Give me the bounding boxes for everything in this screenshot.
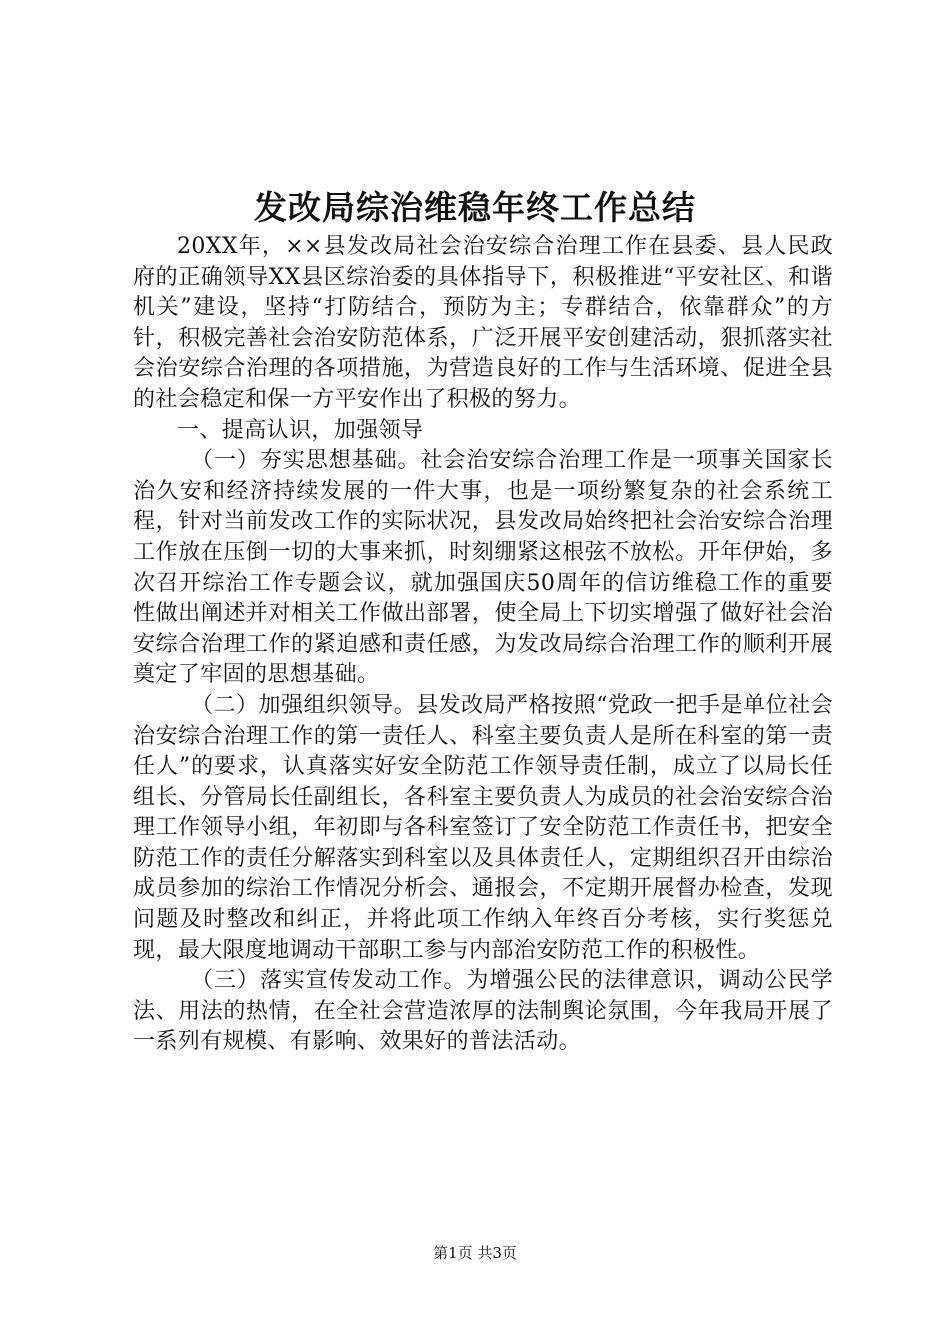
document-title: 发改局综治维稳年终工作总结	[254, 188, 696, 227]
paragraph-intro: 20XX年，××县发改局社会治安综合治理工作在县委、县人民政府的正确领导XX县区综治委的具体指导下，积极推进“平安社区、和谐机关”建设，坚持“打防结合，预防为主；专群结合，依靠群众”的方针，积极完善社会治安防范体系，广泛开展平安创建活动，狠抓落实社会治安综合治理的各项措施，为营造良好的工作与生活环境、促进全县的社会稳定和保一方平安作出了积极的努力。	[133, 234, 833, 412]
paragraph-item-3: （三）落实宣传发动工作。为增强公民的法律意识，调动公民学法、用法的热情，在全社会营造浓厚的法制舆论氛围，今年我局开展了一系列有规模、有影响、效果好的普法活动。	[133, 968, 833, 1055]
document-body	[133, 232, 833, 1058]
page-footer: 第1页 共3页	[433, 1244, 517, 1262]
section-heading: 一、提高认识，加强领导	[177, 417, 424, 443]
paragraph-item-2: （二）加强组织领导。县发改局严格按照“党政一把手是单位社会治安综合治理工作的第一责任人、科室主要负责人是所在科室的第一责任人”的要求，认真落实好安全防范工作领导责任制，成立了以局长任组长、分管局长任副组长，各科室主要负责人为成员的社会治安综合治理工作领导小组，年初即与各科室签订了安全防范工作责任书，把安全防范工作的责任分解落实到科室以及具体责任人，定期组织召开由综治成员参加的综治工作情况分析会、通报会，不定期开展督办检查，发现问题及时整改和纠正，并将此项工作纳入年终百分考核，实行奖惩兑现，最大限度地调动干部职工参与内部治安防范工作的积极性。	[133, 692, 833, 963]
paragraph-item-1: （一）夯实思想基础。社会治安综合治理工作是一项事关国家长治久安和经济持续发展的一件大事，也是一项纷繁复杂的社会系统工程，针对当前发改工作的实际状况，县发改局始终把社会治安综合治理工作放在压倒一切的大事来抓，时刻绷紧这根弦不放松。开年伊始，多次召开综治工作专题会议，就加强国庆50周年的信访维稳工作的重要性做出阐述并对相关工作做出部署，使全局上下切实增强了做好社会治安综合治理工作的紧迫感和责任感，为发改局综合治理工作的顺利开展奠定了牢固的思想基础。	[133, 448, 833, 688]
